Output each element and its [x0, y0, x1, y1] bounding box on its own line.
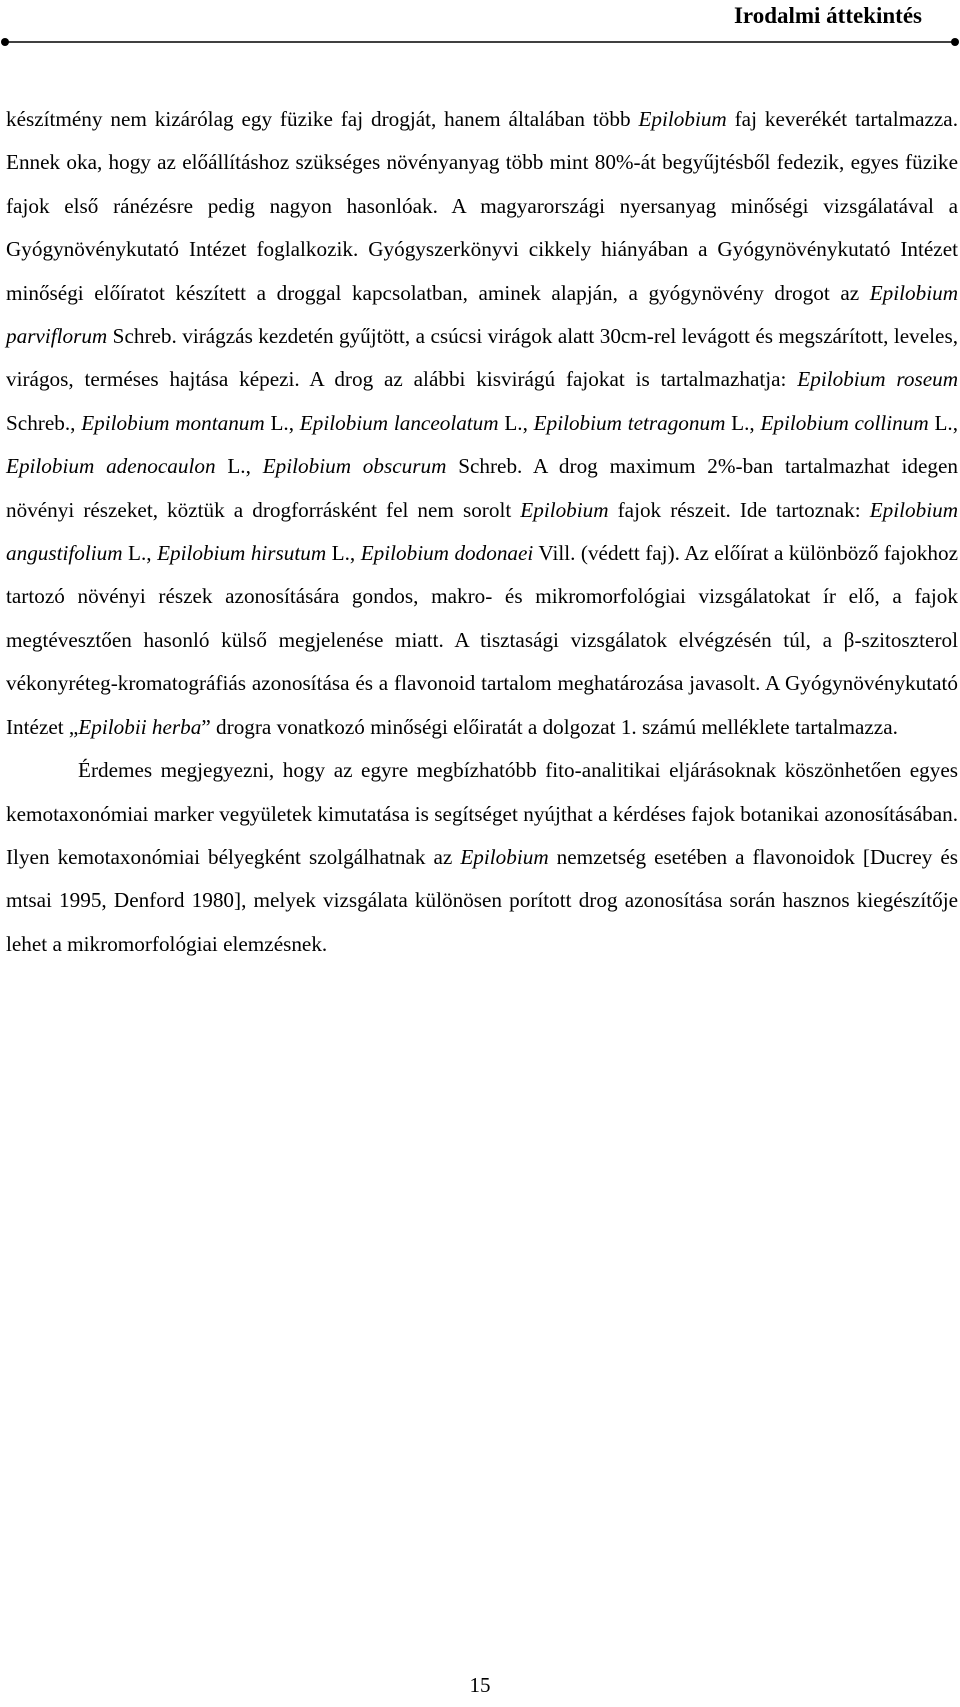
- page-number: 15: [469, 1673, 491, 1697]
- text-run: Érdemes megjegyezni, hogy az egyre megbízhatóbb fito-analitikai eljárásoknak köszönhetően egyes kemotaxonómiai marker vegyületek kimutatása is segítséget nyújthat a kérdéses fajok botanikai azonosításában. Ilyen kemotaxonómiai bélyegként szolgálhatnak az: [6, 758, 958, 869]
- taxon-name: Epilobium: [460, 844, 549, 869]
- text-run: Schreb.,: [6, 410, 82, 435]
- text-run: Schreb. A drog maximum 2%-ban tartalmazhat idegen növényi részeket, köztük a drogforrásként fel nem sorolt: [6, 454, 958, 522]
- text-run: L.,: [928, 410, 958, 435]
- taxon-name: Epilobium collinum: [760, 410, 929, 435]
- body-text: [6, 98, 958, 966]
- text-run: L.,: [326, 541, 361, 566]
- taxon-name: Epilobium angustifolium: [6, 497, 958, 566]
- taxon-name: Epilobii herba: [78, 714, 202, 739]
- header-divider: [0, 37, 960, 47]
- taxon-name: Epilobium adenocaulon: [6, 454, 216, 479]
- text-run: fajok részeit. Ide tartoznak:: [608, 497, 870, 522]
- text-run: L.,: [264, 410, 300, 435]
- text-run: Schreb. virágzás kezdetén gyűjtött, a csúcsi virágok alatt 30cm-rel levágott és megszárított, leveles, virágos, terméses hajtása képezi. A drog az alábbi kisvirágú fajokat is tartalmazhatja:: [6, 324, 958, 392]
- text-run: faj keverékét tartalmazza. Ennek oka, hogy az előállításhoz szükséges növényanyag több mint 80%-át begyűjtésből fedezik, egyes füzike fajok első ránézésre pedig nagyon hasonlóak. A magyarországi nyersanyag minőségi vizsgálatával a Gyógynövénykutató Intézet foglalkozik. Gyógyszerkönyvi cikkely hiányában a Gyógynövénykutató Intézet minőségi előíratot készített a droggal kapcsolatban, aminek alapján, a gyógynövény drogot az: [6, 107, 958, 305]
- taxon-name: Epilobium: [638, 107, 727, 131]
- taxon-name: Epilobium parviflorum: [6, 280, 958, 349]
- taxon-name: Epilobium: [520, 497, 609, 522]
- running-header-title: Irodalmi áttekintés: [733, 3, 922, 28]
- text-run: nemzetség esetében a flavonoidok [Ducrey és mtsai 1995, Denford 1980], melyek vizsgálata különösen porított drog azonosítása során hasznos kiegészítője lehet a mikromorfológiai elemzésnek.: [6, 844, 959, 956]
- text-run: készítmény nem kizárólag egy füzike faj drogját, hanem általában több: [6, 107, 639, 131]
- text-run: L.,: [215, 454, 263, 479]
- paragraph-1: [6, 98, 958, 749]
- taxon-name: Epilobium lanceolatum: [299, 410, 499, 435]
- text-run: Vill. (védett faj). Az előírat a különböző fajokhoz tartozó növényi részek azonosítására gondos, makro- és mikromorfológiai vizsgálatokat ír elő, a fajok megtévesztően hasonló külső megjelenése miatt. A tisztasági vizsgálatok elvégzésén túl, a β-szitoszterol vékonyréteg-kromatográfiás azonosítása és a flavonoid tartalom meghatározása javasolt. A Gyógynövénykutató Intézet „: [6, 541, 958, 739]
- taxon-name: Epilobium roseum: [797, 367, 959, 392]
- taxon-name: Epilobium montanum: [81, 410, 265, 435]
- taxon-name: Epilobium tetragonum: [533, 410, 726, 435]
- text-run: L.,: [122, 541, 158, 566]
- text-run: ” drogra vonatkozó minőségi előiratát a dolgozat 1. számú melléklete tartalmazza.: [201, 714, 898, 739]
- text-run: L.,: [498, 410, 534, 435]
- text-run: L.,: [725, 410, 761, 435]
- taxon-name: Epilobium obscurum: [262, 454, 447, 479]
- taxon-name: Epilobium hirsutum: [157, 541, 327, 566]
- taxon-name: Epilobium dodonaei: [360, 541, 534, 566]
- paragraph-2: [6, 749, 958, 966]
